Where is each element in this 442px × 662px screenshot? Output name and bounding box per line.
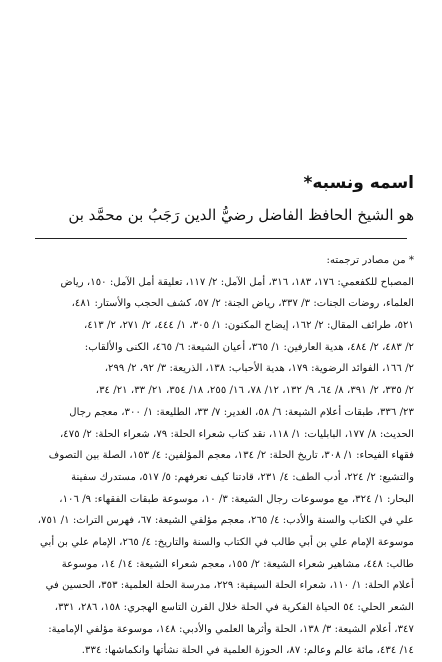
footnote-line: ٢/ ١٦٦، الفوائد الرضوية: ١٧٩، هدية الأحباب: ١٣٨، الذريعة: ٣/ ٩٢، ٢/ ٢٩٩، — [104, 363, 414, 375]
footnote-line: العلماء، روضات الجنات: ٣/ ٣٣٧، رياض الجنة: ٢/ ٥٧، كشف الحجب والأستار: ٤٨١، — [71, 298, 414, 310]
footnote-line: ٣٤٧، أعلام الشيعة: ٣/ ١٣٨، الحلة وأثرها العلمي والأدبي: ١٤٨، موسوعة مؤلفي الإمامية: — [48, 623, 414, 635]
footnote-line: * من مصادر ترجمته: — [326, 255, 414, 266]
footnote-divider — [35, 238, 407, 239]
footnote-block — [24, 250, 414, 662]
footnote-line: أعلام الحلة: ١/ ١١٠، شعراء الحلة السيفية: ٢٢٩، مدرسة الحلة العلمية: ٣٥٣، الحسين في — [45, 580, 414, 592]
footnote-line: ٢٣/ ٣٣٦، طبقات أعلام الشيعة: ٦/ ٥٨، الغدير: ٧/ ٣٣، الطليعة: ١/ ٣٠٠، معجم رجال — [69, 406, 414, 418]
opening-line: هو الشيخ الحافظ الفاضل رضيُّ الدين رَجَبُ بن محمَّد بن — [68, 206, 414, 224]
footnote-line: علي في الكتاب والسنة والأدب: ٤/ ٢٦٥، معجم مؤلفي الشيعة: ٦٧، فهرس التراث: ١/ ٧٥١، — [37, 515, 414, 527]
footnote-line: طالب: ٤٤٨، مشاهير شعراء الشيعة: ٢/ ١٥٥، معجم شعراء الشيعة: ١٤/ ١٤، موسوعة — [61, 558, 414, 570]
footnote-line: والتشيع: ٢/ ٢٢٤، أدب الطف: ٤/ ٢٣١، قادتنا كيف نعرفهم: ٥/ ٥١٧، مستدرك سفينة — [71, 471, 414, 483]
section-heading: اسمه ونسبه* — [303, 173, 414, 193]
footnote-line: ٢/ ٣٣٥، ٢/ ٣٩١، ٨/ ٦٤، ٩/ ١٣٢، ١٢/ ٧٨، ١٦/ ٢٥٥، ١٨/ ٣٥٤، ٢١/ ٣٣، ٢١/ ٣٤، — [95, 385, 414, 397]
footnote-line: البحار: ١/ ٣٢٤، مع موسوعات رجال الشيعة: ٣/ ١٠، موسوعة طبقات الفقهاء: ٩/ ١٠٦، — [59, 493, 414, 505]
footnote-line: ٥٢١، طرائف المقال: ٢/ ١٦٢، إيضاح المكنون: ١/ ٣٠٥، ١/ ٤٤٤، ٢/ ٢٧١، ٢/ ٤١٣، — [84, 320, 414, 332]
footnote-line: المصباح للكفعمي: ١٧٦، ١٨٣، ٣١٦، أمل الآمل: ٢/ ١١٧، تعليقة أمل الآمل: ١٥٠، رياض — [60, 276, 414, 288]
footnote-line: موسوعة الإمام علي بن أبي طالب في الكتاب والسنة والتاريخ: ٤/ ٢٦٥، الإمام علي بن أبي — [40, 536, 414, 548]
footnote-line: الحديث: ٨/ ١٧٧، البابليات: ١/ ١١٨، نقد كتاب شعراء الحلة: ٧٩، شعراء الحلة: ٢/ ٤٧٥، — [59, 428, 414, 440]
footnote-line: الشعر الحلي: ٥٤ الحياة الفكرية في الحلة خلال القرن التاسع الهجري: ١٥٨، ٢٨٦، ٣٣١، — [54, 602, 414, 613]
footnote-line: فقهاء الفيحاء: ١/ ٣٠٨، تاريخ الحلة: ٢/ ١٣٤، معجم المؤلفين: ٤/ ١٥٣، الصلة بين التصوف — [48, 450, 414, 462]
footnote-line: ١٤/ ٤٣٤، مائة عالم وعالم: ٨٧، الحوزة العلمية في الحلة نشأتها وانكماشها: ٣٣٤. — [81, 645, 414, 657]
footnote-line: ٢/ ٤٨٣، ٢/ ٤٨٤، هدية العارفين: ١/ ٣٦٥، أعيان الشيعة: ٦/ ٤٦٥، الكنى والألقاب: — [84, 341, 414, 353]
